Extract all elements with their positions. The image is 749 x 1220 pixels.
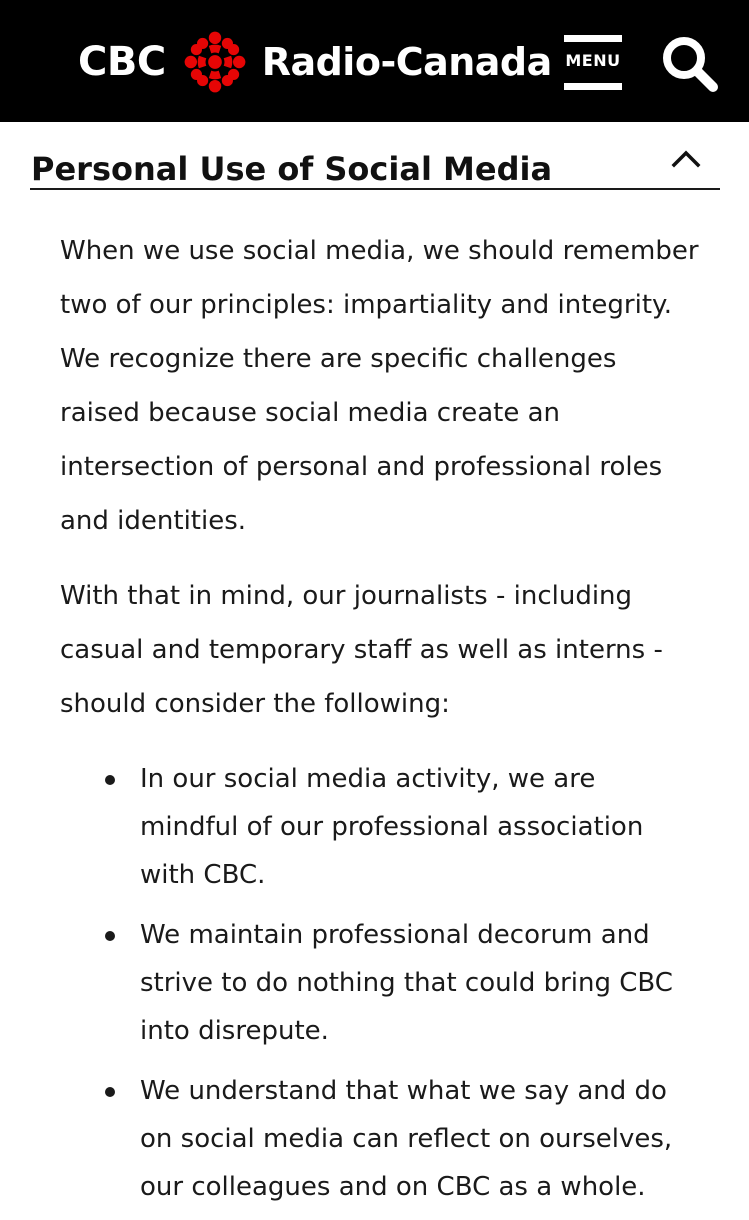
list-item-text: We understand that what we say and do on social media can reflect on ourselves, our colleagues and on CBC as a whole.: [140, 1076, 673, 1202]
menu-icon-bar-top: [564, 35, 622, 42]
paragraph-intro: When we use social media, we should remember two of our principles: impartiality and integrity. We recognize there are specific challenges raised because social media create an intersection of personal and professional roles and identities.: [60, 236, 699, 536]
section-title: Personal Use of Social Media: [31, 150, 553, 188]
paragraph-guidance: With that in mind, our journalists - including casual and temporary staff as well as interns - should consider the following:: [60, 581, 663, 719]
menu-button[interactable]: [564, 35, 622, 90]
chevron-up-icon[interactable]: [670, 146, 702, 170]
list-item: [140, 1067, 700, 1211]
bullet-icon: [105, 931, 115, 941]
menu-icon-bar-bottom: [564, 83, 622, 90]
search-button[interactable]: [660, 34, 720, 92]
bullet-icon: [105, 775, 115, 785]
cbc-logo-link[interactable]: [78, 30, 552, 94]
logo-cbc-text: CBC: [78, 39, 166, 85]
section-accordion-header[interactable]: [30, 140, 720, 190]
list-item: [140, 755, 700, 899]
cbc-gem-icon: [184, 31, 246, 93]
logo-radio-canada-text: Radio-Canada: [261, 40, 552, 84]
menu-label: MENU: [565, 51, 621, 70]
list-item-text: We maintain professional decorum and strive to do nothing that could bring CBC into disrepute.: [140, 920, 673, 1046]
bullet-icon: [105, 1087, 115, 1097]
site-header: [0, 0, 749, 122]
guidelines-list: [60, 755, 700, 1211]
list-item: [140, 911, 700, 1055]
search-icon: [660, 34, 720, 92]
section-content: [60, 224, 700, 1220]
list-item-text: In our social media activity, we are mindful of our professional association with CBC.: [140, 764, 644, 890]
